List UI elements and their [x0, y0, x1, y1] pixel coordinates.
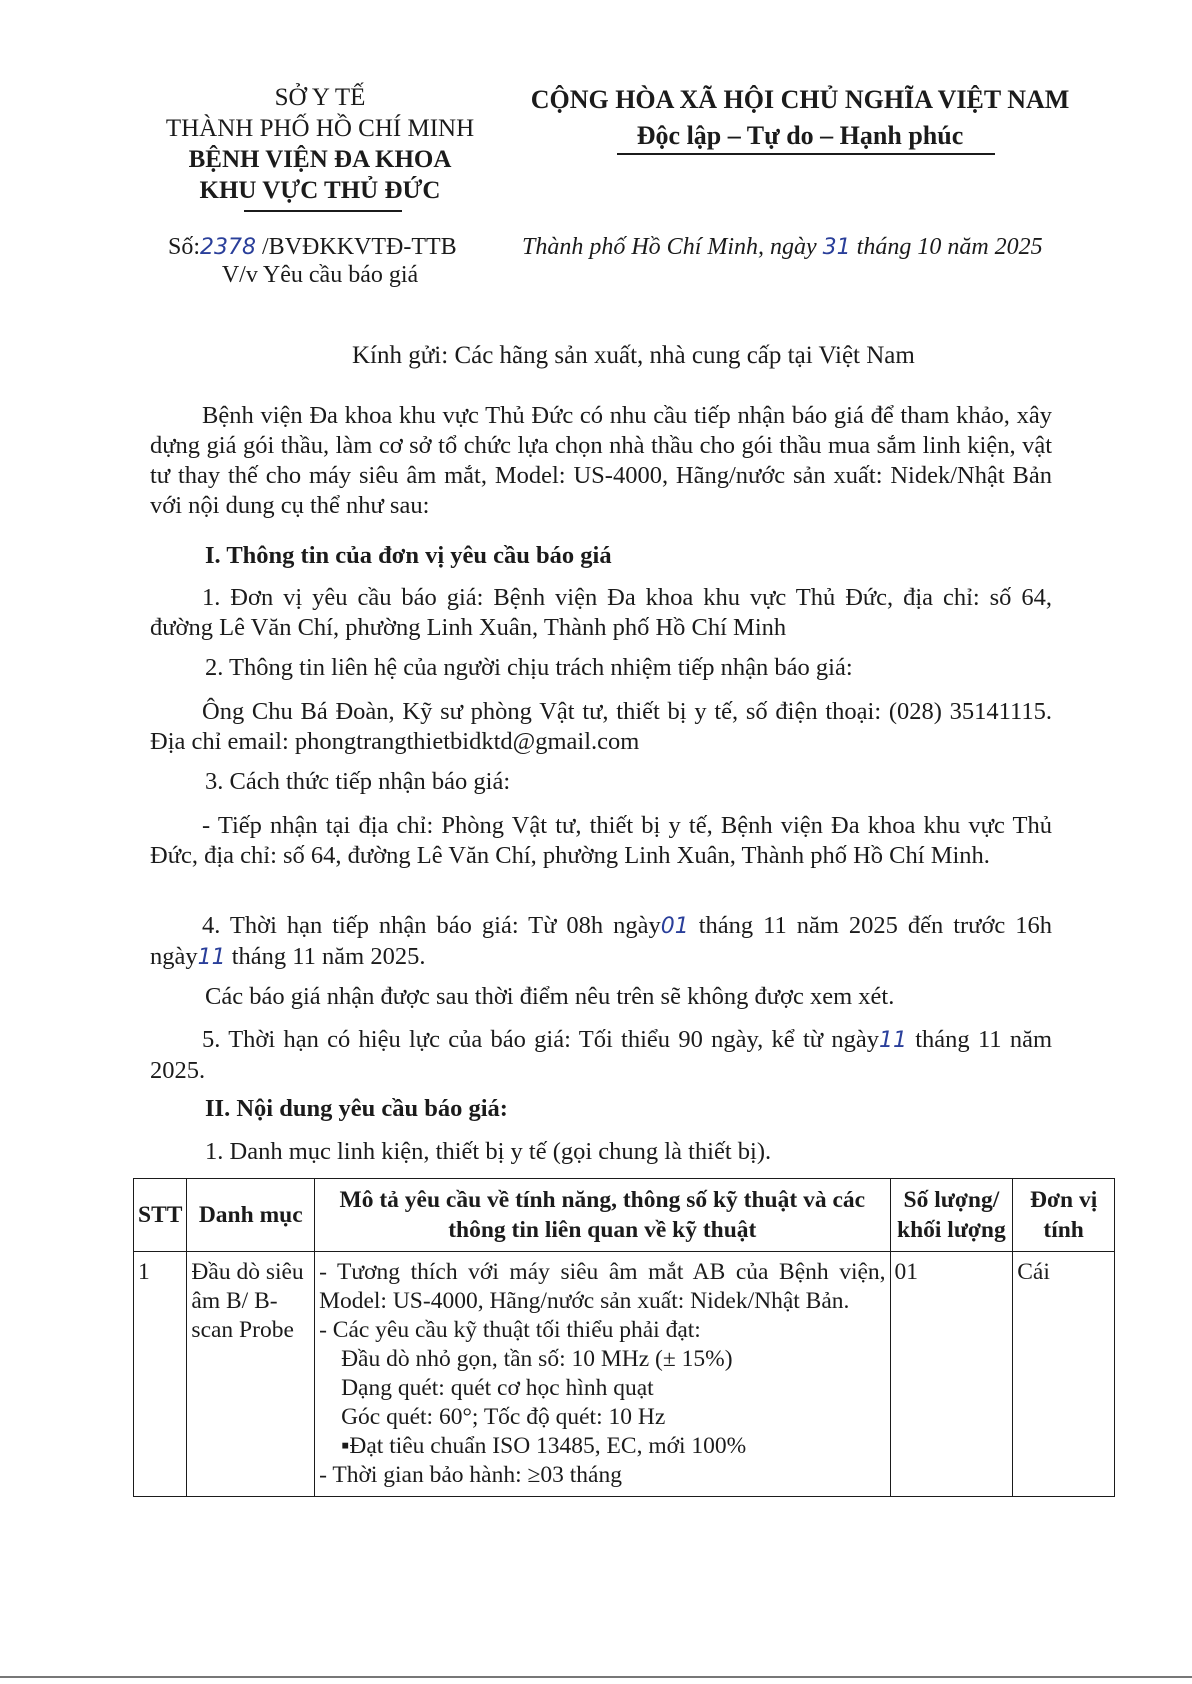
document-subject: V/v Yêu cầu báo giá [221, 262, 419, 288]
item4-text-c: tháng 11 năm 2025. [231, 943, 426, 970]
spec-scan-angle: Góc quét: 60°; Tốc độ quét: 10 Hz [341, 1404, 666, 1430]
header-stt: STT [134, 1179, 187, 1252]
cell-name: Đầu dò siêu âm B/ B-scan Probe [187, 1252, 315, 1497]
section-2-item-1: 1. Danh mục linh kiện, thiết bị y tế (gọi chung là thiết bị). [205, 1138, 772, 1165]
recipient-line: Kính gửi: Các hãng sản xuất, nhà cung cấp tại Việt Nam [352, 342, 915, 369]
cell-quantity: 01 [890, 1252, 1013, 1497]
date-after: tháng 10 năm 2025 [856, 234, 1043, 260]
header-unit: Đơn vị tính [1013, 1179, 1115, 1252]
header-quantity: Số lượng/ khối lượng [890, 1179, 1013, 1252]
issuer-area: KHU VỰC THỦ ĐỨC [199, 177, 441, 204]
items-table [133, 1178, 1115, 1497]
motto-underline [617, 153, 995, 155]
table-header-row [134, 1179, 1115, 1252]
item4-text-b: tháng 11 năm 2025 đến trước 16h ngày [150, 912, 1053, 970]
item4-day1-handwritten: 01 [660, 914, 689, 939]
item5-text-a: 5. Thời hạn có hiệu lực của báo giá: Tối thiểu 90 ngày, kể từ ngày [202, 1026, 879, 1053]
section-1-item-3: 3. Cách thức tiếp nhận báo giá: [205, 768, 511, 795]
document-number [168, 232, 457, 263]
spec-warranty: - Thời gian bảo hành: ≥03 tháng [319, 1462, 622, 1488]
section-1-item-4 [150, 911, 1052, 973]
spec-compatibility: - Tương thích với máy siêu âm mắt AB của Bệnh viện, Model: US-4000, Hãng/nước sản xuất: Nidek/Nhật Bản. [319, 1259, 886, 1314]
issuer-city: THÀNH PHỐ HỒ CHÍ MINH [165, 115, 475, 142]
section-1-title: I. Thông tin của đơn vị yêu cầu báo giá [205, 542, 612, 569]
header-description: Mô tả yêu cầu về tính năng, thông số kỹ thuật và các thông tin liên quan về kỹ thuật [315, 1179, 890, 1252]
issuer-underline [244, 210, 402, 212]
section-1-item-2: 2. Thông tin liên hệ của người chịu trách nhiệm tiếp nhận báo giá: [205, 654, 853, 681]
intro-paragraph: Bệnh viện Đa khoa khu vực Thủ Đức có nhu cầu tiếp nhận báo giá để tham khảo, xây dựng giá gói thầu, làm cơ sở tổ chức lựa chọn nhà thầu cho gói thầu mua sắm linh kiện, vật tư thay thế cho máy siêu âm mắt, Model: US-4000, Hãng/nước sản xuất: Nidek/Nhật Bản với nội dung cụ thể như sau: [150, 402, 1052, 519]
document-date [522, 232, 1043, 263]
item5-day-handwritten: 11 [878, 1028, 907, 1053]
table-row [134, 1252, 1115, 1497]
issuer-department: SỞ Y TẾ [274, 84, 366, 111]
item4-day2-handwritten: 11 [197, 945, 226, 970]
date-before: Thành phố Hồ Chí Minh, ngày [522, 234, 817, 260]
item5-text-b: tháng 11 năm 2025. [150, 1026, 1052, 1084]
header-name: Danh mục [187, 1179, 315, 1252]
spec-requirements-heading: - Các yêu cầu kỹ thuật tối thiểu phải đạt: [319, 1317, 701, 1343]
section-1-item-5 [150, 1025, 1052, 1086]
item4-text-a: 4. Thời hạn tiếp nhận báo giá: Từ 08h ngày [202, 912, 661, 939]
doc-number-handwritten: 2378 [200, 235, 257, 260]
cell-unit: Cái [1013, 1252, 1115, 1497]
issuer-block [130, 82, 510, 206]
cell-description [315, 1252, 890, 1497]
section-1-item-1: 1. Đơn vị yêu cầu báo giá: Bệnh viện Đa khoa khu vực Thủ Đức, địa chỉ: số 64, đường Lê Văn Chí, phường Linh Xuân, Thành phố Hồ Chí Minh [150, 584, 1052, 641]
national-heading [520, 82, 1080, 154]
contact-info: Ông Chu Bá Đoàn, Kỹ sư phòng Vật tư, thiết bị y tế, số điện thoại: (028) 35141115. Địa chỉ email: phongtrangthietbidktd@gmail.com [150, 698, 1052, 755]
deadline-note: Các báo giá nhận được sau thời điểm nêu trên sẽ không được xem xét. [205, 983, 895, 1010]
spec-standard: ▪Đạt tiêu chuẩn ISO 13485, EC, mới 100% [341, 1433, 747, 1459]
spec-scan-type: Dạng quét: quét cơ học hình quạt [341, 1375, 654, 1401]
doc-number-prefix: Số: [168, 234, 201, 260]
motto: Độc lập – Tự do – Hạnh phúc [636, 121, 964, 150]
doc-number-suffix: /BVĐKKVTĐ-TTB [262, 234, 457, 260]
section-2-title: II. Nội dung yêu cầu báo giá: [205, 1095, 508, 1122]
issuer-hospital: BỆNH VIỆN ĐA KHOA [188, 146, 452, 173]
country-name: CỘNG HÒA XÃ HỘI CHỦ NGHĨA VIỆT NAM [530, 85, 1070, 114]
scan-bottom-edge [0, 1676, 1192, 1678]
section-1-item-3-detail: - Tiếp nhận tại địa chỉ: Phòng Vật tư, thiết bị y tế, Bệnh viện Đa khoa khu vực Thủ Đức, địa chỉ: số 64, đường Lê Văn Chí, phường Linh Xuân, Thành phố Hồ Chí Minh. [150, 812, 1052, 869]
date-day-handwritten: 31 [822, 235, 851, 260]
spec-frequency: Đầu dò nhỏ gọn, tần số: 10 MHz (± 15%) [341, 1346, 733, 1372]
cell-stt: 1 [134, 1252, 187, 1497]
